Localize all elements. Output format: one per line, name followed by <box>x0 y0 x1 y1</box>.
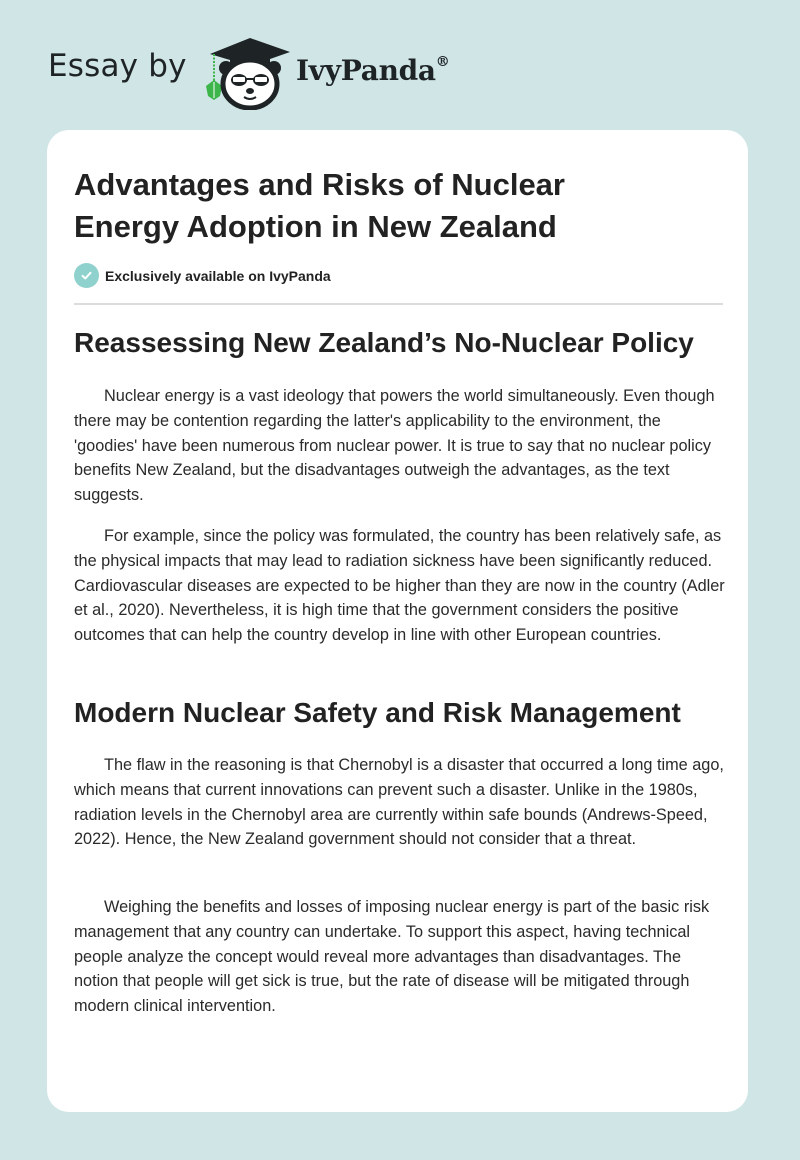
essay-card <box>47 130 748 1112</box>
brand-text: IvyPanda <box>296 54 436 87</box>
exclusive-badge-text: Exclusively available on IvyPanda <box>105 267 331 284</box>
panda-graduate-logo-icon[interactable] <box>200 34 292 110</box>
section-1-paragraph-1: Nuclear energy is a vast ideology that powers the world simultaneously. Even though there may be contention regarding the latter's applicability to the environment, the 'goodies' have been numerous from nuclear power. It is true to say that no nuclear policy benefits New Zealand, but the disadvantages outweigh the advantages, as the text suggests. <box>74 387 715 505</box>
section-2-paragraph-2: Weighing the benefits and losses of imposing nuclear energy is part of the basic risk management that any country can undertake. To support this aspect, having technical people analyze the concept would reveal more advantages than disadvantages. The notion that people will get sick is true, but the rate of disease will be mitigated through modern clinical intervention. <box>74 898 710 1016</box>
brand-name[interactable] <box>296 54 449 87</box>
exclusive-badge <box>74 263 331 288</box>
section-heading-1: Reassessing New Zealand’s No-Nuclear Policy <box>74 327 694 358</box>
section-heading-2: Modern Nuclear Safety and Risk Management <box>74 697 681 728</box>
registered-mark: ® <box>435 53 450 70</box>
section-1-paragraph-2: For example, since the policy was formulated, the country has been relatively safe, as the physical impacts that may lead to radiation sickness have been significantly reduced. Cardiovascular diseases are expected to be higher than they are now in the country (Adler et al., 2020). Nevertheless, it is high time that the government considers the positive outcomes that can help the country develop in line with other European countries. <box>74 527 725 645</box>
site-header <box>0 0 800 120</box>
page-title: Advantages and Risks of Nuclear Energy Adoption in New Zealand <box>74 167 565 244</box>
essay-by-label: Essay by <box>48 48 187 84</box>
check-circle-icon <box>74 263 99 288</box>
section-2-paragraph-1: The flaw in the reasoning is that Chernobyl is a disaster that occurred a long time ago, which means that current innovations can prevent such a disaster. Unlike in the 1980s, radiation levels in the Chernobyl area are currently within safe bounds (Andrews-Speed, 2022). Hence, the New Zealand government should not consider that a threat. <box>74 756 724 849</box>
title-divider <box>74 303 723 305</box>
